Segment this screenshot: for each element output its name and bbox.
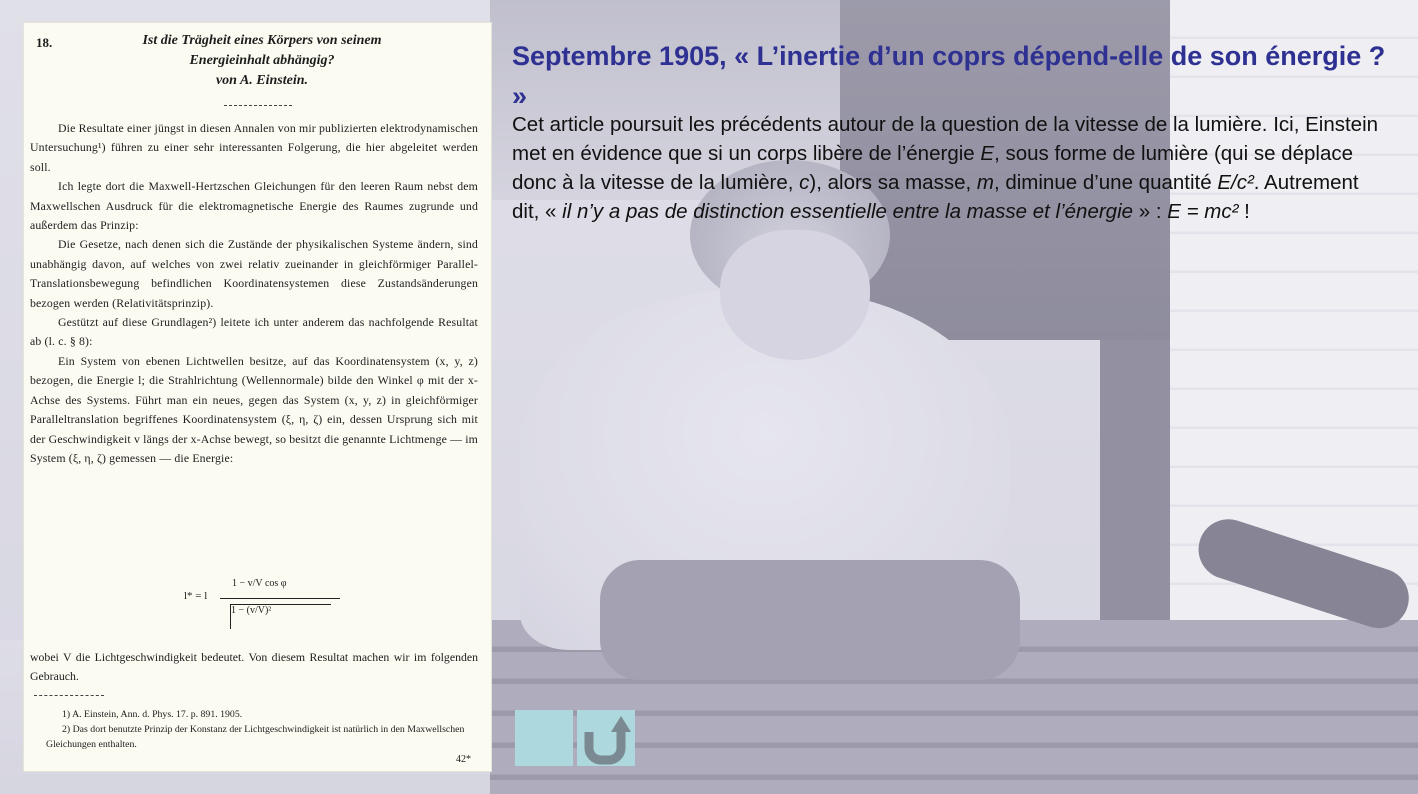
slide-heading: Septembre 1905, « L’inertie d’un coprs dépend-elle de son énergie ? » <box>512 41 1386 111</box>
einstein-quote: il n’y a pas de distinction essentielle entre la masse et l’énergie <box>562 200 1134 223</box>
body-text-3: ), alors sa masse, <box>809 171 977 194</box>
footnote-divider <box>34 695 104 696</box>
formula-root-content: 1 − (v/V)² <box>231 605 272 616</box>
body-text-2: , sous forme de lumière (qui se déplace donc à la vitesse de la lumière, <box>512 142 1353 194</box>
symbol-c: c <box>799 171 810 194</box>
return-arrow-icon <box>577 710 635 766</box>
slide-body <box>512 110 1387 226</box>
body-text-7: ! <box>1238 200 1250 223</box>
page-marker: 42* <box>456 754 471 765</box>
article-number: 18. <box>36 35 53 50</box>
body-text-1: Cet article poursuit les précédents autour de la question de la vitesse de la lumière. Ici, Einstein met en évidence que si un corps libère de l’énergie <box>512 113 1379 165</box>
formula-lhs: l* = l <box>184 590 208 602</box>
formula-root <box>230 604 331 629</box>
article-formula <box>174 578 374 640</box>
footnote-1: 1) A. Einstein, Ann. d. Phys. 17. p. 891. 1905. <box>62 709 243 720</box>
symbol-e-over-c2: E/c² <box>1217 171 1254 194</box>
body-text-5: . Autrement dit, « <box>512 171 1359 223</box>
article-title <box>62 31 462 91</box>
article-title-line1: Ist die Trägheit eines Körpers von seinem <box>142 33 382 48</box>
symbol-e: E <box>980 142 995 165</box>
body-text-4: , diminue d’une quantité <box>993 171 1218 194</box>
article-paragraph: Gestützt auf diese Grundlagen²) leitete ich unter anderem das nachfolgende Resultat ab (l. c. § 8): <box>30 315 478 349</box>
symbol-m: m <box>976 171 994 194</box>
article-after-formula: wobei V die Lichtgeschwindigkeit bedeutet. Von diesem Resultat machen wir im folgenden Gebrauch. <box>30 650 478 684</box>
formula-numerator: 1 − v/V cos φ <box>232 578 287 589</box>
article-footnotes <box>46 707 486 752</box>
footnote-2: 2) Das dort benutzte Prinzip der Konstanz der Lichtgeschwindigkeit ist natürlich in den Maxwellschen Gleichungen enthalten. <box>46 724 465 750</box>
title-divider <box>224 105 292 106</box>
formula-emc2: E = mc² <box>1167 200 1239 223</box>
article-paragraph: Die Resultate einer jüngst in diesen Annalen von mir publizierten elektrodynamischen Untersuchung¹) führen zu einer sehr interessanten Folgerung, die hier abgeleitet werden soll. <box>30 121 478 174</box>
article-scan <box>24 23 491 771</box>
article-title-line2: Energieinhalt abhängig? <box>189 53 335 68</box>
return-button[interactable] <box>577 710 635 766</box>
article-paragraph: Ich legte dort die Maxwell-Hertzschen Gleichungen für den leeren Raum nebst dem Maxwellschen Ausdruck für die elektromagnetische Energie des Raumes zugrunde und außerdem das Prinzip: <box>30 179 478 233</box>
article-paragraph: Die Gesetze, nach denen sich die Zustände der physikalischen Systeme ändern, sind unabhängig davon, auf welches von zwei relativ zueinander in gleichförmiger Parallel-Translationsbewegung befindlichen Koordinatensystemen diese Zustandsänderungen bezogen werden (Relativitätsprinzip). <box>30 237 478 310</box>
body-text-6: » : <box>1133 200 1168 223</box>
blank-nav-button[interactable] <box>515 710 573 766</box>
article-body <box>30 119 478 468</box>
article-paragraph: Ein System von ebenen Lichtwellen besitze, auf das Koordinatensystem (x, y, z) bezogen, die Energie l; die Strahlrichtung (Wellennormale) bilde den Winkel φ mit der x-Achse des Systems. Führt man ein neues, gegen das System (x, y, z) in gleichförmiger Paralleltranslation begriffenes Koordinatensystem (ξ, η, ζ) ein, dessen Ursprung sich mit der Geschwindigkeit v längs der x-Achse bewegt, so besitzt die genannte Lichtmenge — im System (ξ, η, ζ) gemessen — die Energie: <box>30 353 478 465</box>
article-author: von A. Einstein. <box>215 73 309 88</box>
